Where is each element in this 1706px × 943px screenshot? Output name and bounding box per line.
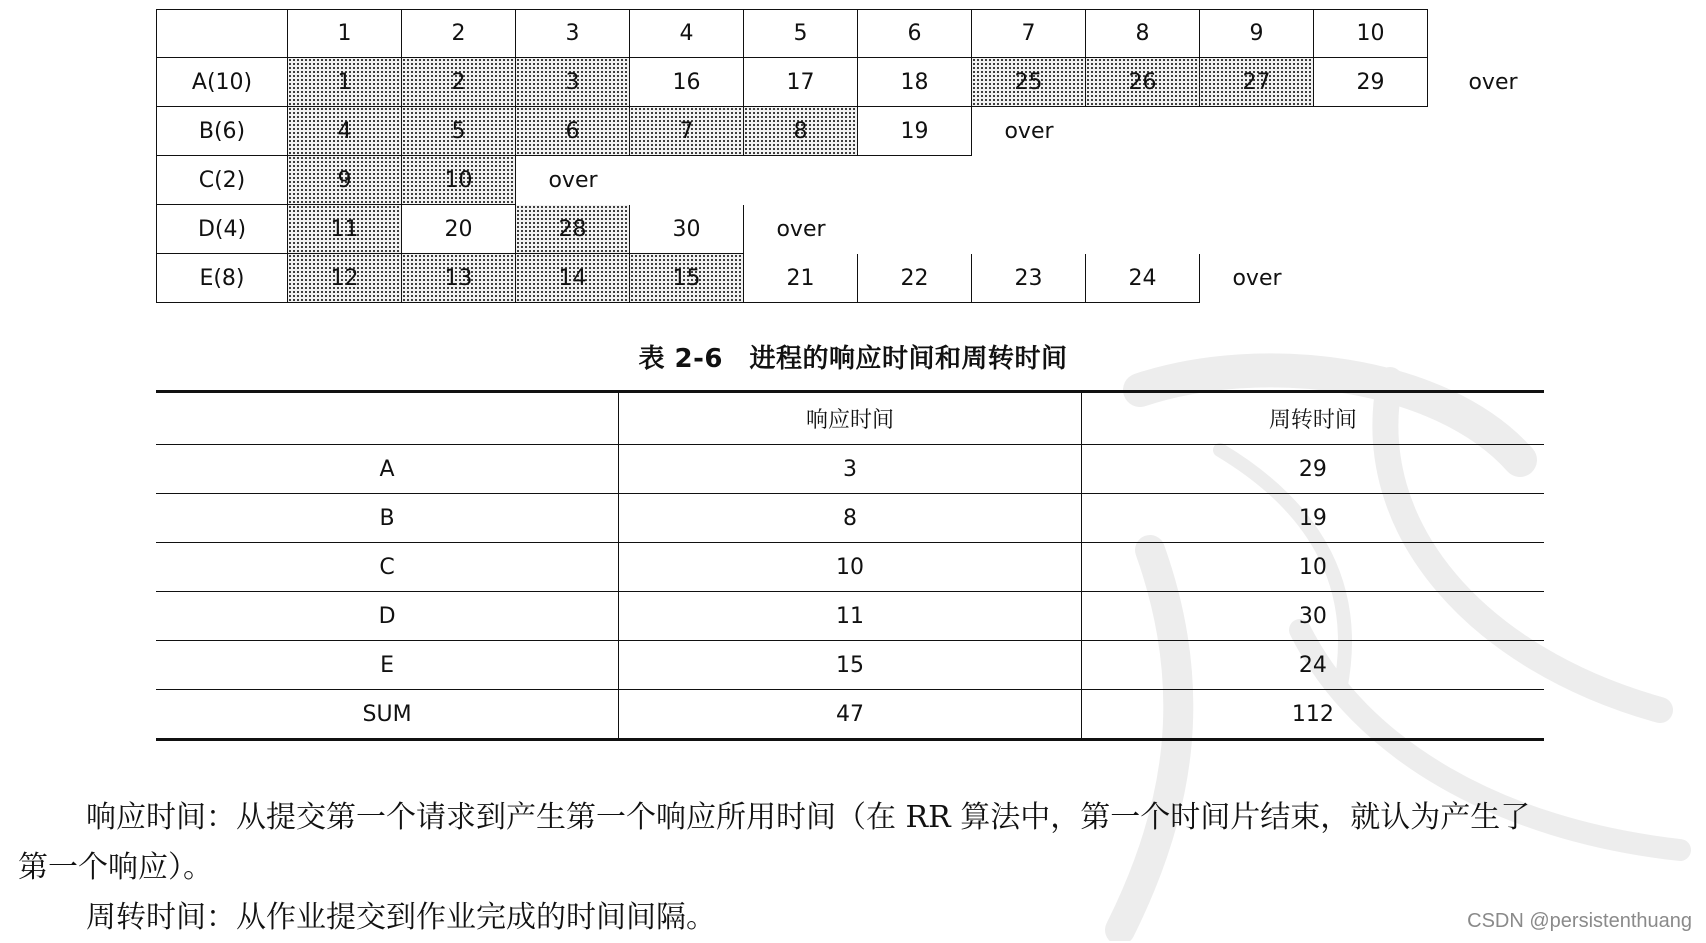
- schedule-slot-cell: 19: [858, 107, 972, 156]
- schedule-slot-cell-shaded: 14: [516, 254, 630, 303]
- turnaround-time-definition: 周转时间：从作业提交到作业完成的时间间隔。: [86, 900, 716, 935]
- schedule-header-cell: 7: [972, 9, 1086, 58]
- schedule-slot-cell-shaded: 13: [402, 254, 516, 303]
- schedule-over-label: over: [548, 168, 598, 193]
- table-row: [156, 543, 1544, 592]
- schedule-over-label: over: [1232, 266, 1282, 291]
- header-cell-turnaround-time: 周转时间: [1081, 392, 1544, 445]
- schedule-slot-cell: 24: [1086, 254, 1200, 303]
- header-cell-response-time: 响应时间: [619, 392, 1082, 445]
- response-time-cell: 11: [619, 592, 1082, 641]
- table-row: [156, 592, 1544, 641]
- schedule-process-label: B(6): [156, 107, 288, 156]
- schedule-corner-cell: [156, 9, 288, 58]
- schedule-slot-cell: 17: [744, 58, 858, 107]
- schedule-header-cell: 6: [858, 9, 972, 58]
- table-row: [156, 690, 1544, 740]
- schedule-slot-cell: 16: [630, 58, 744, 107]
- schedule-slot-cell: 21: [744, 254, 858, 303]
- schedule-slot-cell-shaded: 12: [288, 254, 402, 303]
- table-row: [156, 494, 1544, 543]
- schedule-slot-cell: 18: [858, 58, 972, 107]
- response-time-cell: 15: [619, 641, 1082, 690]
- schedule-slot-cell-shaded: 2: [402, 58, 516, 107]
- table-row: [156, 641, 1544, 690]
- process-cell: C: [156, 543, 619, 592]
- schedule-process-label: C(2): [156, 156, 288, 205]
- schedule-slot-cell-shaded: 28: [516, 205, 630, 254]
- schedule-slot-cell-shaded: 27: [1200, 58, 1314, 107]
- schedule-over-label: over: [1468, 70, 1518, 95]
- schedule-slot-cell-shaded: 25: [972, 58, 1086, 107]
- schedule-process-label: A(10): [156, 58, 288, 107]
- turnaround-time-cell: 29: [1081, 445, 1544, 494]
- schedule-over-label: over: [1004, 119, 1054, 144]
- turnaround-time-cell: 30: [1081, 592, 1544, 641]
- response-time-definition-line1: 响应时间：从提交第一个请求到产生第一个响应所用时间（在 RR 算法中，第一个时间片结束，就认为产生了: [86, 800, 1531, 835]
- turnaround-time-cell: 19: [1081, 494, 1544, 543]
- schedule-header-cell: 3: [516, 9, 630, 58]
- schedule-slot-cell-shaded: 7: [630, 107, 744, 156]
- response-turnaround-table: [156, 390, 1544, 741]
- process-cell: B: [156, 494, 619, 543]
- schedule-slot-cell: 29: [1314, 58, 1428, 107]
- process-cell: A: [156, 445, 619, 494]
- schedule-header-cell: 2: [402, 9, 516, 58]
- turnaround-time-cell: 112: [1291, 701, 1334, 727]
- response-time-definition-line2: 第一个响应）。: [18, 850, 213, 885]
- schedule-header-cell: 8: [1086, 9, 1200, 58]
- schedule-over-label: over: [776, 217, 826, 242]
- rr-schedule-grid: [156, 9, 1558, 303]
- schedule-slot-cell-shaded: 26: [1086, 58, 1200, 107]
- schedule-slot-cell: 20: [402, 205, 516, 254]
- schedule-header-cell: 4: [630, 9, 744, 58]
- process-cell: E: [156, 641, 619, 690]
- schedule-slot-cell: 22: [858, 254, 972, 303]
- csdn-credit: CSDN @persistenthuang: [1467, 910, 1692, 932]
- schedule-process-label: E(8): [156, 254, 288, 303]
- schedule-slot-cell-shaded: 6: [516, 107, 630, 156]
- table-caption: 表 2-6 进程的响应时间和周转时间: [638, 344, 1068, 374]
- response-time-cell: 10: [619, 543, 1082, 592]
- response-time-cell: 3: [619, 445, 1082, 494]
- header-cell-process: [156, 392, 619, 445]
- schedule-slot-cell-shaded: 11: [288, 205, 402, 254]
- schedule-header-cell: 10: [1314, 9, 1428, 58]
- turnaround-time-cell: 10: [1081, 543, 1544, 592]
- table-header-row: [156, 392, 1544, 445]
- schedule-slot-cell-shaded: 9: [288, 156, 402, 205]
- schedule-slot-cell-shaded: 4: [288, 107, 402, 156]
- schedule-header-cell: 9: [1200, 9, 1314, 58]
- schedule-process-label: D(4): [156, 205, 288, 254]
- schedule-slot-cell: 30: [630, 205, 744, 254]
- turnaround-time-cell: 24: [1081, 641, 1544, 690]
- schedule-slot-cell: 23: [972, 254, 1086, 303]
- response-time-cell: 47: [619, 690, 1082, 740]
- schedule-slot-cell-shaded: 3: [516, 58, 630, 107]
- schedule-header-cell: 1: [288, 9, 402, 58]
- schedule-slot-cell-shaded: 15: [630, 254, 744, 303]
- response-time-cell: 8: [619, 494, 1082, 543]
- schedule-slot-cell-shaded: 5: [402, 107, 516, 156]
- table-row: [156, 445, 1544, 494]
- schedule-slot-cell-shaded: 1: [288, 58, 402, 107]
- process-cell: D: [156, 592, 619, 641]
- schedule-slot-cell-shaded: 8: [744, 107, 858, 156]
- schedule-slot-cell-shaded: 10: [402, 156, 516, 205]
- schedule-header-cell: 5: [744, 9, 858, 58]
- process-cell: SUM: [156, 690, 619, 740]
